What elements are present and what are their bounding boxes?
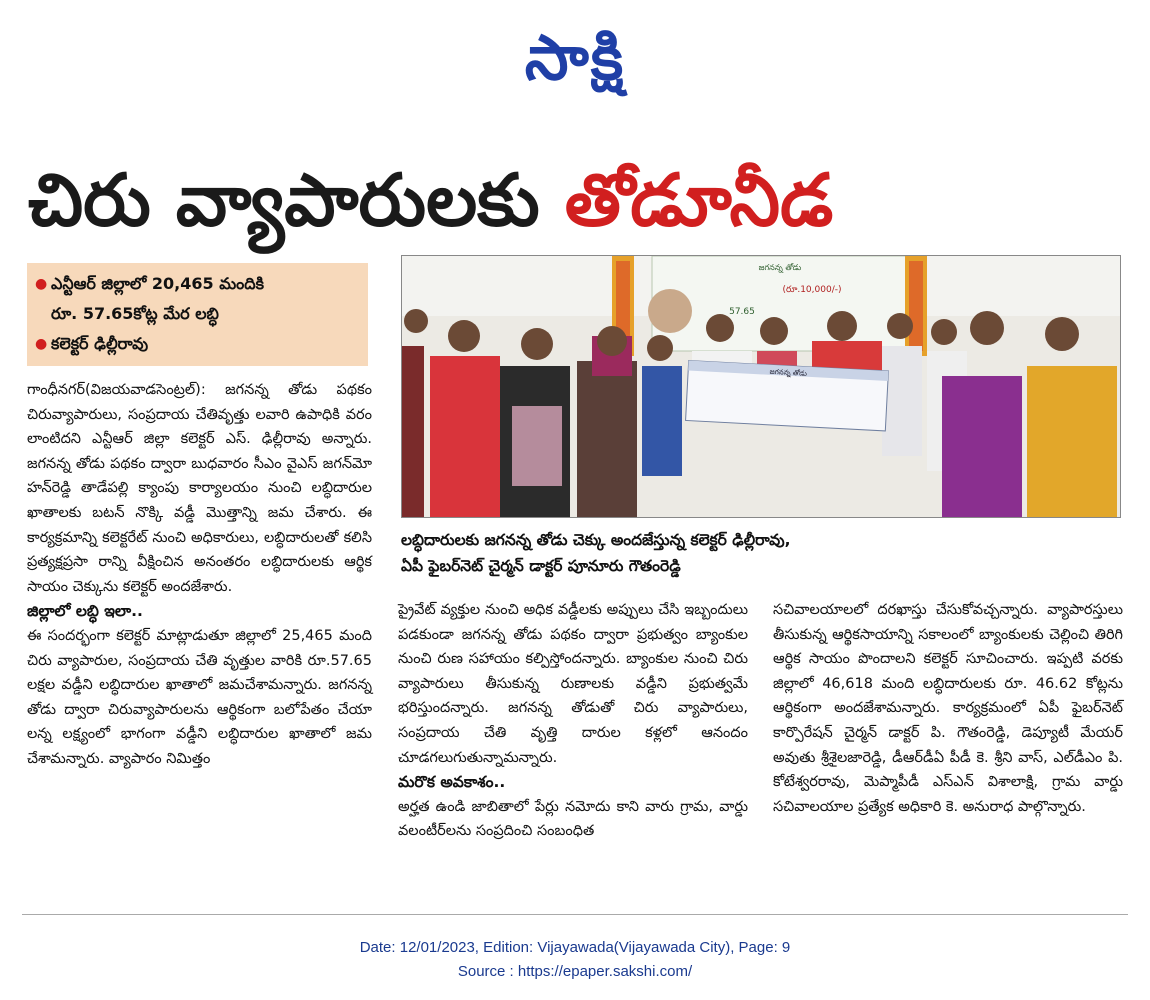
highlight-line: కలెక్టర్ ఢిల్లీరావు: [51, 334, 149, 353]
article-column-1: [27, 378, 372, 772]
highlight-item-continuation: [35, 299, 360, 329]
article-paragraph: అర్హత ఉండి జాబితాలో పేర్లు నమోదు కాని వారు గ్రామ, వార్డు వలంటీర్‌లను సంప్రదించి సంబంధిత: [398, 798, 748, 840]
banner-amount: (రూ.10,000/-): [782, 285, 842, 295]
article-paragraph: ఈ సందర్భంగా కలెక్టర్ మాట్లాడుతూ జిల్లాలో 25,465 మంది చిరు వ్యాపారుల, సంప్రదాయ చేతి వృత్తుల వారికి రూ.57.65 లక్షల వడ్డీని లబ్ధిదారుల ఖాతాలో జమచేశామన్నారు. జగనన్న తోడు ద్వారా చిరువ్యాపారులను ఆర్థికంగా బలోపేతం చేయా లన్న లక్ష్యంలో భాగంగా వడ్డీని లబ్ధిదారుల ఖాతాలో జమ చేశామన్నారు. వ్యాపారం నిమిత్తం: [27, 627, 372, 767]
footer-divider: [22, 914, 1128, 915]
photo-caption: [401, 527, 1121, 579]
headline-part2: తోడూనీడ: [564, 158, 834, 242]
highlight-item: [35, 329, 360, 359]
banner-title: జగనన్న తోడు: [758, 263, 802, 272]
article-paragraph: గాంధీనగర్(విజయవాడసెంట్రల్): జగనన్న తోడు పథకం చిరువ్యాపారులు, సంప్రదాయ చేతివృత్తు లవారి ఉపాధికి వరం లాంటిదని ఎన్టీఆర్ జిల్లా కలెక్టర్ ఎస్. ఢిల్లీరావు అన్నారు. జగనన్న తోడు పథకం ద్వారా బుధవారం సీఎం వైఎస్ జగన్‌మో హన్‌రెడ్డి తాడేపల్లి క్యాంపు కార్యాలయం నుంచి లబ్ధిదారుల ఖాతాలకు బటన్ నొక్కి వడ్డీ మొత్తాన్ని జమ చేశారు. ఈ కార్యక్రమాన్ని కలెక్టరేట్ నుంచి అధికారులు, లబ్ధిదారులతో కలిసి ప్రత్యక్షప్రసా రాన్ని వీక్షించిన అనంతరం లబ్ధిదారులకు ఆర్థిక సాయం చెక్కును కలెక్టర్ అందజేశారు.: [27, 382, 372, 595]
article-column-2: [398, 598, 748, 844]
highlight-item: [35, 269, 360, 299]
footer: [0, 936, 1150, 984]
footer-edition-info: Date: 12/01/2023, Edition: Vijayawada(Vijayawada City), Page: 9: [359, 939, 791, 956]
headline: [28, 150, 1128, 250]
banner-total: 57.65: [729, 307, 755, 317]
article-subheading: జిల్లాలో లబ్ధి ఇలా..: [27, 602, 143, 621]
highlight-line: ఎన్టీఆర్ జిల్లాలో 20,465 మందికి: [51, 274, 264, 293]
article-paragraph: సచివాలయాలలో దరఖాస్తు చేసుకోవచ్చన్నారు. వ్యాపారస్తులు తీసుకున్న ఆర్థికసాయాన్ని సకాలంలో బ్యాంకులకు చెల్లించి తిరిగి ఆర్థిక సాయం పొందాలని కలెక్టర్ సూచించారు. ఇప్పటి వరకు జిల్లాలో 46,618 మంది లబ్ధిదారులకు రూ. 46.62 కోట్లను ఆర్థికంగా అందజేశామన్నారు. కార్యక్రమంలో ఏపీ ఫైబర్‌నెట్ కార్పొరేషన్ చైర్మన్ డాక్టర్ పి. గౌతంరెడ్డి, డెప్యూటీ మేయర్ అవుతు శ్రీశైలజారెడ్డి, డీఆర్‌డీఏ పీడీ కె. శ్రీని వాస్, ఎల్‌డీఎం పి. కోటేశ్వరరావు, మెప్మాపీడీ ఎస్ఎన్ విశాలాక్షి, గ్రామ వార్డు సచివాలయాల ప్రత్యేక అధికారి కె. అనురాధ పాల్గొన్నారు.: [773, 602, 1123, 815]
highlight-line: రూ. 57.65కోట్ల మేర లబ్ధి: [51, 304, 219, 323]
article-paragraph: ప్రైవేట్ వ్యక్తుల నుంచి అధిక వడ్డీలకు అప్పులు చేసి ఇబ్బందులు పడకుండా జగనన్న తోడు పథకం ద్వారా ప్రభుత్వం బ్యాంకుల నుంచి రుణ సహాయం కల్పిస్తోందన్నారు. బ్యాంకుల నుంచి చిరు వ్యాపారులు తీసుకున్న రుణాలకు వడ్డీని ప్రభుత్వమే భరిస్తుందన్నారు. జగనన్న తోడుతో చిరు వ్యాపారులు, సంప్రదాయ చేతి వృత్తి దారుల కళ్లలో ఆనందం చూడగలుగుతున్నామన్నారు.: [398, 602, 748, 766]
bullet-icon: ●: [35, 276, 48, 292]
news-photo: [401, 255, 1121, 518]
headline-part1: చిరు వ్యాపారులకు: [28, 158, 565, 242]
caption-line: లబ్ధిదారులకు జగనన్న తోడు చెక్కు అందజేస్తున్న కలెక్టర్ ఢిల్లీరావు,: [401, 531, 791, 549]
article-column-3: [773, 598, 1123, 819]
photo-illustration: [402, 256, 1120, 517]
footer-source-link[interactable]: Source : https://epaper.sakshi.com/: [457, 963, 693, 980]
article-subheading: మరొక అవకాశం..: [398, 773, 506, 792]
masthead-name: సాక్షి: [524, 21, 626, 94]
masthead-logo: [475, 20, 675, 95]
cheque-label: జగనన్న తోడు: [769, 367, 808, 378]
caption-line: ఏపీ ఫైబర్‌నెట్ చైర్మన్ డాక్టర్ పూనూరు గౌతంరెడ్డి: [401, 557, 681, 575]
bullet-icon: ●: [35, 336, 48, 352]
highlights-box: [27, 263, 368, 366]
